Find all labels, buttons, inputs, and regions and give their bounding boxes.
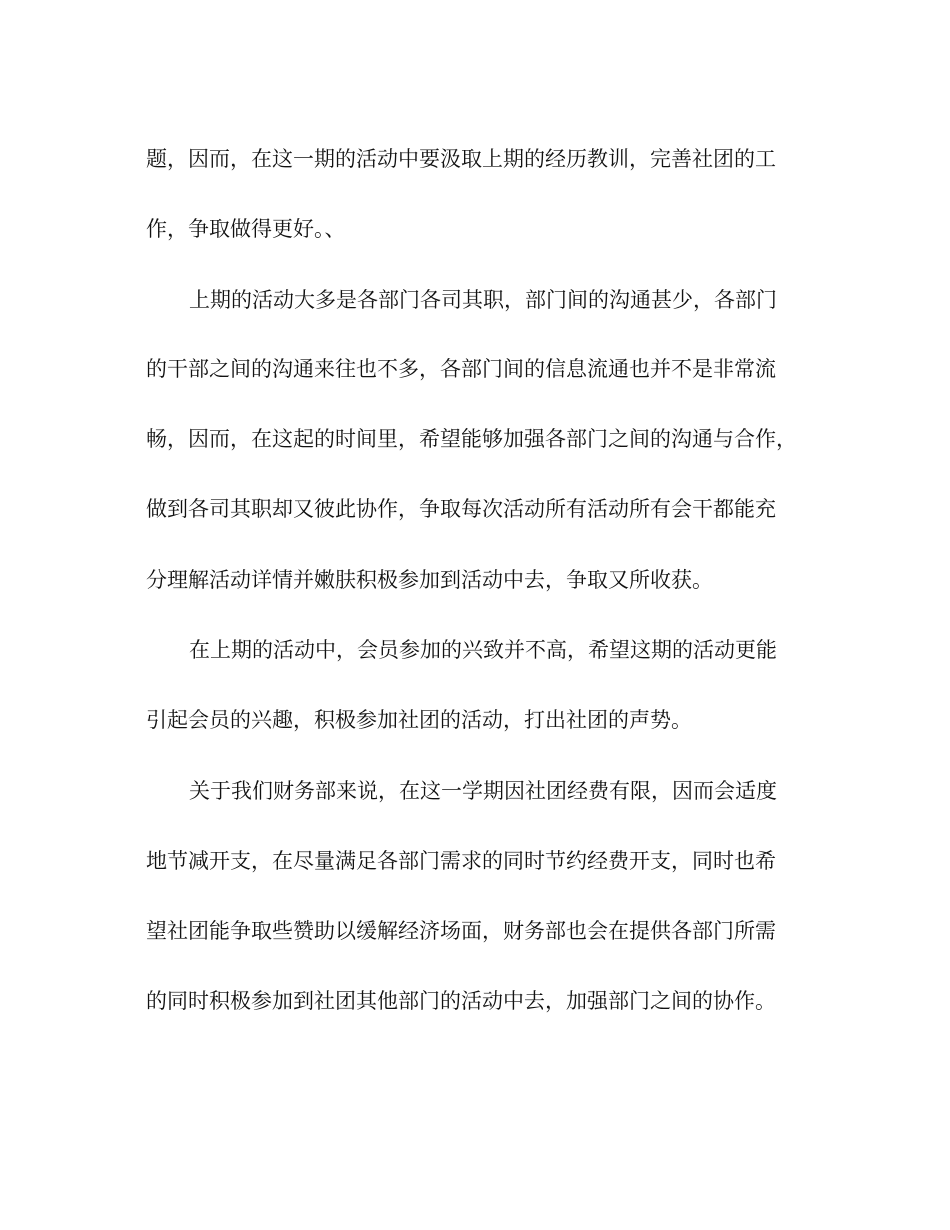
paragraph-line: 关于我们财务部来说，在这一学期因社团经费有限，因而会适度 <box>189 779 777 803</box>
paragraph-line: 望社团能争取些赞助以缓解经济场面，财务部也会在提供各部门所需 <box>146 919 776 943</box>
paragraph-line: 在上期的活动中，会员参加的兴致并不高，希望这期的活动更能 <box>189 638 777 662</box>
paragraph-line: 畅，因而，在这起的时间里，希望能够加强各部门之间的沟通与合作， <box>146 427 797 451</box>
paragraph-line: 的干部之间的沟通来往也不多，各部门间的信息流通也并不是非常流 <box>146 357 776 381</box>
paragraph-line: 上期的活动大多是各部门各司其职，部门间的沟通甚少，各部门 <box>189 288 777 312</box>
paragraph-line: 作，争取做得更好。、 <box>146 217 346 241</box>
paragraph-line: 地节减开支，在尽量满足各部门需求的同时节约经费开支，同时也希 <box>146 849 776 873</box>
paragraph-line: 做到各司其职却又彼此协作，争取每次活动所有活动所有会干都能充 <box>146 497 776 521</box>
paragraph-line: 引起会员的兴趣，积极参加社团的活动，打出社团的声势。 <box>146 708 692 732</box>
paragraph-line: 分理解活动详情并嫩肤积极参加到活动中去，争取又所收获。 <box>146 568 713 592</box>
paragraph-line: 的同时积极参加到社团其他部门的活动中去，加强部门之间的协作。 <box>146 989 776 1013</box>
paragraph-line: 题，因而，在这一期的活动中要汲取上期的经历教训，完善社团的工 <box>146 147 776 171</box>
